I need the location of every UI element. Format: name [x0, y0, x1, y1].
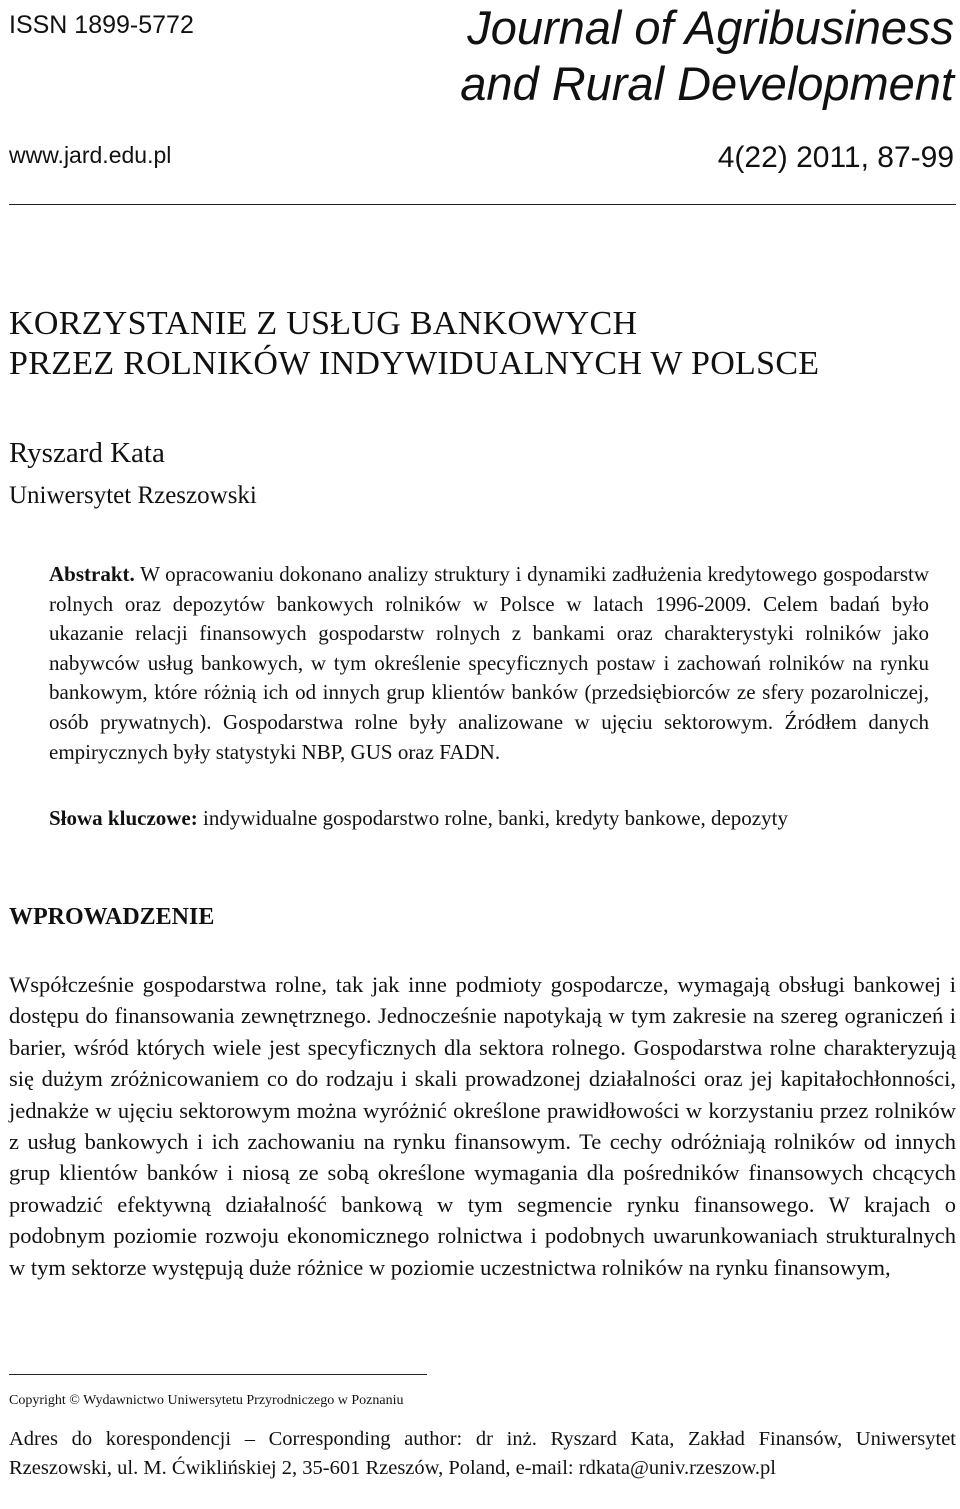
keywords [49, 804, 929, 832]
keywords-text: indywidualne gospodarstwo rolne, banki, kredyty bankowe, depozyty [203, 806, 788, 830]
section-heading: WPROWADZENIE [9, 904, 215, 930]
keywords-label: Słowa kluczowe: [49, 806, 198, 830]
correspondence-address: Adres do korespondencji – Corresponding author: dr inż. Ryszard Kata, Zakład Finansów, Uniwersytet Rzeszowski, ul. M. Ćwiklińskiej 2, 35-601 Rzeszów, Poland, e-mail: rdkata@univ.rzeszow.pl [9, 1428, 956, 1479]
introduction-paragraph: Współcześnie gospodarstwa rolne, tak jak inne podmioty gospodarcze, wymagają obsługi bankowej i dostępu do finansowania zewnętrznego. Jednocześnie napotykają w tym zakresie na szereg ograniczeń i barier, wśród których wiele jest specyficznych dla sektora rolnego. Gospodarstwa rolne charakteryzują się dużym zróżnicowaniem co do rodzaju i skali prowadzonej działalności oraz jej kapitałochłonności, jednakże w ujęciu sektorowym można wyróżnić określone prawidłowości w korzystaniu przez rolników z usług bankowych i ich zachowaniu na rynku finansowym. Te cechy odróżniają rolników od innych grup klientów banków i niosą ze sobą określone wymagania dla pośredników finansowych chcących prowadzić efektywną działalność bankową w tym segmencie rynku finansowego. W krajach o podobnym poziomie rozwoju ekonomicznego rolnictwa i podobnych uwarunkowaniach strukturalnych w tym sektorze występują duże różnice w poziomie uczestnictwa rolników na rynku finansowym, [9, 972, 956, 1280]
copyright-notice: Copyright © Wydawnictwo Uniwersytetu Przyrodniczego w Poznaniu [9, 1393, 404, 1408]
journal-title-line-1: Journal of Agribusiness [467, 1, 954, 54]
footnote-divider [9, 1374, 427, 1375]
author-name: Ryszard Kata [9, 437, 165, 469]
abstract-text: W opracowaniu dokonano analizy struktury i dynamiki zadłużenia kredytowego gospodarstw rolnych oraz depozytów bankowych rolników w Polsce w latach 1996-2009. Celem badań było ukazanie relacji finansowych gospodarstw rolnych z bankami oraz charakterystyki rolników jako nabywców usług bankowych, w tym określenie specyficznych postaw i zachowań rolników na rynku bankowym, które różnią ich od innych grup klientów banków (przedsiębiorców ze sfery pozarolniczej, osób prywatnych). Gospodarstwa rolne były analizowane w ujęciu sektorowym. Źródłem danych empirycznych były statystyki NBP, GUS oraz FADN. [49, 562, 929, 764]
article-title-line-1: KORZYSTANIE Z USŁUG BANKOWYCH [9, 305, 638, 342]
article-title [9, 304, 819, 384]
abstract [49, 560, 929, 767]
journal-url[interactable]: www.jard.edu.pl [9, 142, 172, 168]
journal-title [460, 0, 954, 112]
article-title-line-2: PRZEZ ROLNIKÓW INDYWIDUALNYCH W POLSCE [9, 345, 820, 382]
issue-pages: 4(22) 2011, 87-99 [717, 141, 954, 174]
header-divider [9, 204, 956, 205]
journal-title-line-2: and Rural Development [460, 57, 954, 110]
abstract-label: Abstrakt. [49, 562, 135, 586]
issn-number: ISSN 1899-5772 [9, 11, 194, 39]
author-affiliation: Uniwersytet Rzeszowski [9, 482, 257, 509]
